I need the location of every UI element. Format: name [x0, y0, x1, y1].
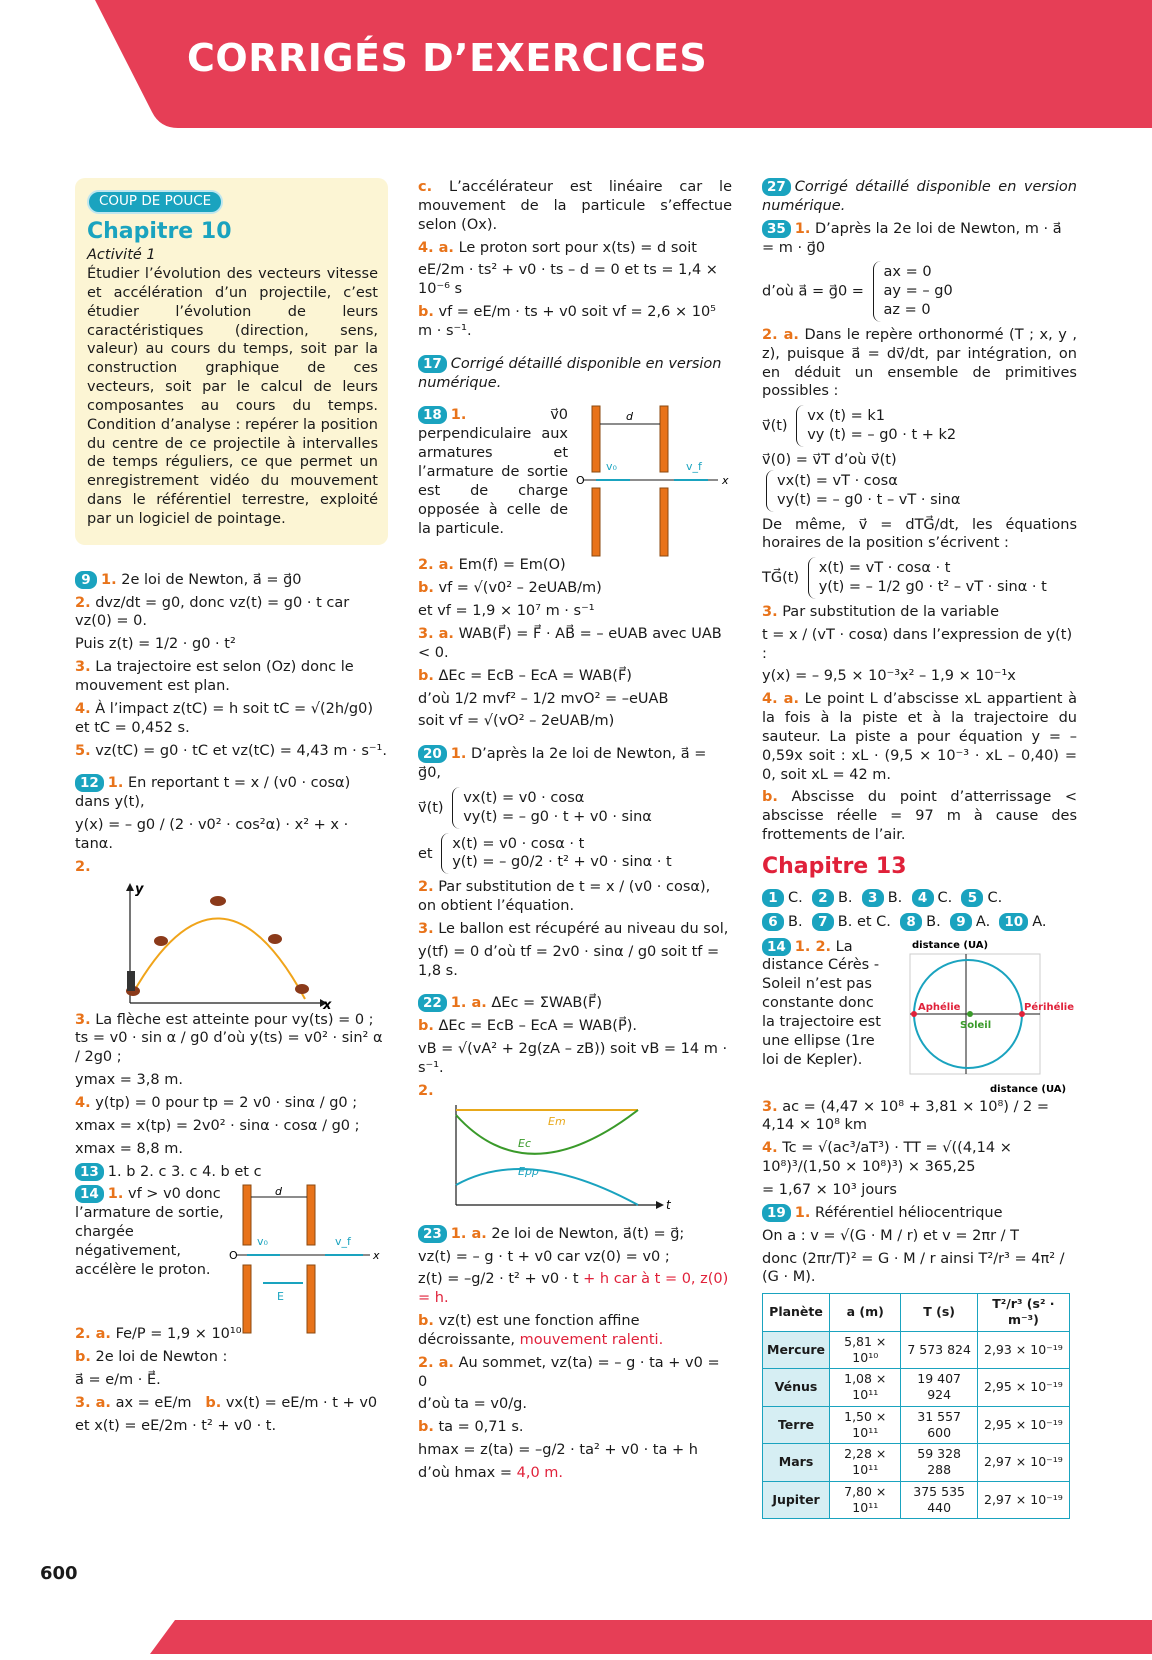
- ex14-line4: a⃗ = e/m · E⃗.: [75, 1372, 161, 1389]
- table-cell: 2,95 × 10⁻¹⁹: [977, 1369, 1069, 1407]
- ex35-x: x(t) = vT · cosα · t: [818, 560, 951, 577]
- ex14-ch13-block: [762, 938, 1077, 1098]
- qcm-8-badge: 8: [900, 913, 922, 931]
- table-cell: 2,95 × 10⁻¹⁹: [977, 1406, 1069, 1444]
- ex20-vx: vx(t) = v0 · cosα: [463, 789, 585, 806]
- graph-x-label: x: [323, 997, 332, 1013]
- ball-5: [295, 984, 309, 994]
- ex22-line1c: vB = √(vA² + 2g(zA – zB)) soit vB = 14 m · s⁻¹.: [418, 1041, 728, 1076]
- table-row: [763, 1406, 1070, 1444]
- ex18-l2a: Em(f) = Em(O): [458, 557, 566, 574]
- ex18-line3c: d’où 1/2 mvf² – 1/2 mvO² = –eUAB: [418, 690, 669, 707]
- ex18-line3d: soit vf = √(vO² – 2eUAB/m): [418, 713, 615, 730]
- ex13-line: [75, 1163, 388, 1182]
- table-row: [763, 1444, 1070, 1482]
- ex12-line1: 12 1. En reportant t = x / (v0 · cosα) dans y(t),: [75, 775, 351, 811]
- qcm-4-answer: C.: [937, 889, 953, 906]
- qcm-7: [812, 914, 891, 930]
- ex35-vx2: vx(t) = vT · cosα: [777, 472, 898, 489]
- table-cell: Vénus: [763, 1369, 830, 1407]
- c2-c-text: L’accélérateur est linéaire car le mouvement de la particule s’effectue selon (Ox).: [418, 179, 733, 233]
- ex20-line3: 3. Le ballon est récupéré au niveau du sol,: [418, 920, 729, 937]
- ex18-line1: 18 1. v⃗0 perpendiculaire aux armatures et l’armature de sortie est de charge opposée à celle de la particule.: [418, 407, 568, 537]
- table-cell: 31 557 600: [901, 1406, 977, 1444]
- table-cell: 19 407 924: [901, 1369, 977, 1407]
- ex35-pos-system: TG⃗(t) x(t) = vT · cosα · t y(t) = – 1/2 g0 · t² – vT · sinα · t: [762, 557, 1077, 599]
- ex18-line2c: et vf = 1,9 × 10⁷ m · s⁻¹: [418, 603, 595, 620]
- ex12-line2: y(x) = – g0 / (2 · v0² · cos²α) · x² + x · tanα.: [75, 817, 349, 852]
- ex35-y: y(t) = – 1/2 g0 · t² – vT · sinα · t: [818, 579, 1047, 596]
- ex12-line3: 3. La flèche est atteinte pour vy(ts) = 0 ; ts = v0 · sin α / g0 d’où y(ts) = v0² · sin² α / 2g0 ;: [75, 1011, 383, 1066]
- chapter-10-title: Chapitre 10: [87, 218, 232, 244]
- table-cell: 2,93 × 10⁻¹⁹: [977, 1331, 1069, 1369]
- ex9-line1: 9 1. 2e loi de Newton, a⃗ = g⃗0: [75, 571, 388, 590]
- qcm-1: [762, 890, 803, 906]
- table-cell: 2,97 × 10⁻¹⁹: [977, 1481, 1069, 1519]
- ex18-l2b: vf = √(v0² – 2eUAB/m): [438, 580, 602, 597]
- c2-a4: 4. a. Le proton sort pour x(ts) = d soit: [418, 239, 697, 256]
- ex14-l5: ax = eE/m: [115, 1394, 192, 1411]
- qcm-4: [912, 890, 953, 906]
- ex14-l6: vx(t) = eE/m · t + v0: [225, 1394, 378, 1411]
- ex35-v0: v⃗(0) = v⃗T d’où v⃗(t): [762, 451, 897, 468]
- qcm-3-answer: B.: [887, 889, 903, 906]
- ex20-badge: 20: [418, 745, 447, 763]
- svg-text:Ec: Ec: [518, 1136, 531, 1150]
- qcm-9-answer: A.: [975, 913, 991, 930]
- ex23-l1a: 2e loi de Newton, a⃗(t) = g⃗;: [491, 1225, 685, 1242]
- epp-curve: [456, 1169, 638, 1205]
- table-header: Planète: [763, 1294, 830, 1332]
- ex23-l2e: d’où hmax =: [418, 1464, 513, 1481]
- aphelie-label: Aphélie: [918, 1001, 961, 1013]
- table-cell: 2,97 × 10⁻¹⁹: [977, 1444, 1069, 1482]
- qcm-5-answer: C.: [987, 889, 1003, 906]
- ex35-l4b: Abscisse du point d’atterrissage < abscisse réelle = 97 m à cause des frottements de l’air.: [762, 789, 1078, 844]
- aphelie-point: [911, 1011, 917, 1017]
- qcm-10: [999, 914, 1046, 930]
- orbit-graph: [890, 938, 1076, 1098]
- qcm-4-badge: 4: [912, 889, 934, 907]
- ex19-line2: On a : v = √(G · M / r) et v = 2πr / T: [762, 1227, 1019, 1244]
- ex35-line3c: y(x) = – 9,5 × 10⁻³x² – 1,9 × 10⁻¹x: [762, 668, 1016, 685]
- graph-y-label: y: [135, 881, 144, 897]
- column-1: [75, 178, 388, 1440]
- svg-text:x: x: [373, 1249, 380, 1263]
- ex14-ch13-badge: 14: [762, 938, 791, 956]
- footer-bar: [0, 1620, 1152, 1654]
- table-row: [763, 1331, 1070, 1369]
- svg-text:v₀: v₀: [606, 460, 617, 474]
- ex17-badge: 17: [418, 355, 447, 373]
- ex20-y: y(t) = – g0/2 · t² + v0 · sinα · t: [452, 854, 672, 871]
- trajectory-graph: [75, 881, 388, 1011]
- ex14-line2: 2. a. Fe/P = 1,9 × 10¹⁰: [75, 1326, 242, 1343]
- ex20-l1: D’après la 2e loi de Newton, a⃗ = g⃗0,: [418, 746, 707, 782]
- ex35-line1: 35 1. D’après la 2e loi de Newton, m · a⃗ = m · g⃗0: [762, 220, 1062, 256]
- ex23-l2e-red: 4,0 m.: [516, 1464, 564, 1481]
- ex14-line7: et x(t) = eE/2m · t² + v0 · t.: [75, 1417, 277, 1434]
- ex9-badge: 9: [75, 571, 97, 589]
- ex9-line5: 4. À l’impact z(tC) = h soit tC = √(2h/g0) et tC = 0,452 s.: [75, 700, 374, 736]
- ex22-l1a: ΔEc = ΣWAB(F⃗): [491, 995, 603, 1012]
- ex12-l5: y(tp) = 0 pour tp = 2 v0 · sinα / g0 ;: [95, 1094, 358, 1111]
- qcm-5-badge: 5: [961, 889, 983, 907]
- ex35-l4a: Le point L d’abscisse xL appartient à la fois à la piste et à la trajectoire du sauteur. La piste a pour équation y = – 0,59x soit : xL · (9,5 × 10⁻³ · xL – 0,40) = 0, soit xL = 42 m.: [762, 691, 1078, 783]
- qcm-answers: [762, 886, 1077, 934]
- ex23-l1c-red: + h car à t = 0, z(0) = h.: [418, 1271, 729, 1307]
- table-cell: Mars: [763, 1444, 830, 1482]
- planet-table: [762, 1293, 1070, 1519]
- ex23-line2d: hmax = z(ta) = –g/2 · ta² + v0 · ta + h: [418, 1442, 698, 1459]
- qcm-7-badge: 7: [812, 913, 834, 931]
- ex23-line2b: d’où ta = v0/g.: [418, 1396, 527, 1413]
- soleil-label: Soleil: [960, 1019, 992, 1031]
- table-cell: 7,80 × 10¹¹: [830, 1481, 901, 1519]
- table-cell: Mercure: [763, 1331, 830, 1369]
- ex23-line2c: b. ta = 0,71 s.: [418, 1419, 524, 1436]
- ex20-pos-system: et x(t) = v0 · cosα · t y(t) = – g0/2 · t² + v0 · sinα · t: [418, 833, 732, 875]
- svg-text:v_f: v_f: [335, 1235, 351, 1249]
- table-cell: Terre: [763, 1406, 830, 1444]
- ex9-l5: À l’impact z(tC) = h soit tC = √(2h/g0) et tC = 0,452 s.: [75, 700, 374, 736]
- ex17-line: [418, 355, 732, 393]
- ex19-line1: 19 1. Référentiel héliocentrique: [762, 1204, 1077, 1223]
- sun-point: [967, 1011, 973, 1017]
- svg-text:Em: Em: [548, 1114, 566, 1128]
- ball-3: [210, 896, 226, 906]
- ex19-l1: Référentiel héliocentrique: [815, 1204, 1003, 1221]
- ex20-line3b: y(tf) = 0 d’où tf = 2v0 · sinα / g0 soit tf = 1,8 s.: [418, 943, 720, 979]
- orbit-ylabel: distance (UA): [912, 939, 989, 951]
- ex20-x: x(t) = v0 · cosα · t: [452, 835, 585, 852]
- ex18-badge: 18: [418, 406, 447, 424]
- qcm-5: [961, 890, 1002, 906]
- ex12-q2: 2.: [75, 858, 91, 875]
- orbit-xlabel: distance (UA): [990, 1083, 1067, 1095]
- ex35-line4b: b. Abscisse du point d’atterrissage < abscisse réelle = 97 m à cause des frottements de l’air.: [762, 789, 1078, 844]
- ex20-line2: 2. Par substitution de t = x / (v0 · cosα), on obtient l’équation.: [418, 879, 711, 915]
- player-icon: [127, 971, 135, 991]
- ex35-same: De même, v⃗ = dTG⃗/dt, les équations horaires de la position s’écrivent :: [762, 516, 1077, 552]
- ex35-az: az = 0: [883, 302, 931, 319]
- svg-text:d: d: [275, 1185, 282, 1199]
- ex14-ch13-4: 4. Tc = √(ac³/aT³) · TT = √((4,14 × 10⁸)³/(1,50 × 10⁸)³) × 365,25: [762, 1140, 1012, 1176]
- ex23-line2a: 2. a. Au sommet, vz(ta) = – g · ta + v0 = 0: [418, 1354, 720, 1390]
- ex35-line3: 3. Par substitution de la variable: [762, 603, 999, 620]
- ex27-text: Corrigé détaillé disponible en version numérique.: [762, 179, 1077, 214]
- ex13-badge: 13: [75, 1163, 104, 1181]
- ex14-badge: 14: [75, 1185, 104, 1203]
- qcm-8-answer: B.: [926, 913, 941, 930]
- ex20-vy: vy(t) = – g0 · t + v0 · sinα: [463, 808, 652, 825]
- ex23-l1d: vz(t) est une fonction affine décroissante,: [418, 1313, 640, 1348]
- ex23-line1b: vz(t) = – g · t + v0 car vz(0) = v0 ;: [418, 1248, 670, 1265]
- column-3: [762, 178, 1077, 1519]
- coup-de-pouce-tag: COUP DE POUCE: [87, 190, 223, 214]
- ex23-l2a: Au sommet, vz(ta) = – g · ta + v0 = 0: [418, 1354, 720, 1390]
- ex22-line1a: 22 1. a. ΔEc = ΣWAB(F⃗): [418, 994, 732, 1013]
- table-row: [763, 1481, 1070, 1519]
- header-banner: [0, 0, 1152, 128]
- ball-2: [154, 936, 168, 946]
- coup-de-pouce-box: [75, 178, 388, 545]
- ex19-line3: donc (2πr/T)² = G · M / r ainsi T²/r³ = 4π² / (G · M).: [762, 1250, 1065, 1286]
- table-cell: 2,28 × 10¹¹: [830, 1444, 901, 1482]
- ex18-line3a: 3. a. WAB(F⃗) = F⃗ · AB⃗ = – eUAB avec UAB < 0.: [418, 625, 722, 661]
- ex14-ch13-3-text: ac = (4,47 × 10⁸ + 3,81 × 10⁸) / 2 = 4,14 × 10⁸ km: [762, 1098, 1050, 1134]
- ex18-block: [418, 406, 732, 556]
- ex35-l1: D’après la 2e loi de Newton, m · a⃗ = m · g⃗0: [762, 220, 1062, 256]
- ex18-line3b: b. ΔEc = EcB – EcA = WAB(F⃗): [418, 667, 632, 684]
- ex27-line: [762, 178, 1077, 216]
- ex14-ch13-4-text: Tc = √(ac³/aT³) · TT = √((4,14 × 10⁸)³/(1,50 × 10⁸)³) × 365,25: [762, 1140, 1012, 1176]
- ex12-line6: xmax = x(tp) = 2v0² · sinα · cosα / g0 ;: [75, 1117, 360, 1134]
- qcm-7-answer: B. et C.: [837, 913, 891, 930]
- svg-text:d: d: [626, 410, 633, 424]
- c2-a4b: eE/2m · ts² + v0 · ts – d = 0 et ts = 1,4 × 10⁻⁶ s: [418, 262, 718, 298]
- ex23-line1d: b. vz(t) est une fonction affine décroissante, mouvement ralenti.: [418, 1313, 664, 1348]
- table-cell: 5,81 × 10¹⁰: [830, 1331, 901, 1369]
- ex23-line1a: 23 1. a. 2e loi de Newton, a⃗(t) = g⃗;: [418, 1225, 732, 1244]
- ex23-line2e: [418, 1464, 732, 1483]
- ex14-line1: 14 1. vf > v0 donc l’armature de sortie, chargée négativement, accélère le proton.: [75, 1186, 224, 1278]
- ex23-l1c: z(t) = –g/2 · t² + v0 · t: [418, 1271, 579, 1288]
- table-cell: 59 328 288: [901, 1444, 977, 1482]
- ex27-badge: 27: [762, 178, 791, 196]
- ex35-v0-system: [762, 451, 1077, 512]
- ex20-line1: 20 1. D’après la 2e loi de Newton, a⃗ = g⃗0,: [418, 746, 707, 782]
- ball-4: [268, 934, 282, 944]
- ex14-ch13-line: 14 1. 2. La distance Cérès - Soleil n’est pas constante donc la trajectoire est une ellipse (1re loi de Kepler).: [762, 938, 881, 1068]
- page-title: CORRIGÉS D’EXERCICES: [187, 36, 708, 80]
- footer-shape: [0, 1620, 1152, 1654]
- qcm-10-answer: A.: [1032, 913, 1047, 930]
- qcm-3-badge: 3: [862, 889, 884, 907]
- ex35-l3: Par substitution de la variable: [782, 603, 999, 620]
- qcm-9: [950, 914, 990, 930]
- qcm-6-badge: 6: [762, 913, 784, 931]
- ex23-l1d-red: mouvement ralenti.: [519, 1331, 664, 1348]
- ex22-line1b: b. ΔEc = EcB – EcA = WAB(P⃗).: [418, 1018, 637, 1035]
- qcm-9-badge: 9: [950, 913, 972, 931]
- qcm-10-badge: 10: [999, 913, 1028, 931]
- ex12-badge: 12: [75, 774, 104, 792]
- ex9-l2: dvz/dt = g0, donc vz(t) = g0 · t car vz(0) = 0.: [75, 594, 350, 630]
- ex14-l3: 2e loi de Newton :: [95, 1349, 228, 1366]
- ex12-line5: 4. y(tp) = 0 pour tp = 2 v0 · sinα / g0 ;: [75, 1094, 358, 1111]
- ex35-vy: vy (t) = – g0 · t + k2: [807, 427, 957, 444]
- accelerator-diagram-1: [229, 1185, 385, 1335]
- svg-text:v₀: v₀: [257, 1235, 268, 1249]
- ex35-ay: ay = – g0: [883, 283, 953, 300]
- qcm-1-badge: 1: [762, 889, 784, 907]
- perihelie-label: Périhélie: [1024, 1001, 1075, 1013]
- ex35-vx: vx (t) = k1: [807, 408, 885, 425]
- ex35-line3b: t = x / (vT · cosα) dans l’expression de y(t) :: [762, 626, 1073, 662]
- ex35-v-system: v⃗(t) vx (t) = k1 vy (t) = – g0 · t + k2: [762, 405, 1077, 447]
- table-row: [763, 1369, 1070, 1407]
- c2-c: c. L’accélérateur est linéaire car le mouvement de la particule s’effectue selon (Ox).: [418, 179, 733, 233]
- table-cell: 375 535 440: [901, 1481, 977, 1519]
- ex35-line4a: 4. a. Le point L d’abscisse xL appartient à la fois à la piste et à la trajectoire du sauteur. La piste a pour équation y = – 0,59x soit : xL · (9,5 × 10⁻³ · xL – 0,40) = 0, soit xL = 42 m.: [762, 691, 1078, 783]
- ex20-l2: Par substitution de t = x / (v0 · cosα), on obtient l’équation.: [418, 879, 711, 915]
- svg-text:O: O: [576, 474, 585, 488]
- coup-de-pouce-text: Étudier l’évolution des vecteurs vitesse et accélération d’un projectile, c’est étudier l’évolution de leurs caractéristiques (direction, sens, valeur) au cours du temps, soit par la construction graphique de ces vecteurs, soit par le calcul de leurs composantes au cours du temps. Condition d’analyse : repérer la position du centre de ce projectile à intervalles de temps réguliers, ce que permet un enregistrement vidéo du mouvement dans le référentiel terrestre, exploité par un logiciel de pointage.: [87, 265, 378, 527]
- ex14-l1: vf > v0 donc l’armature de sortie, chargée négativement, accélère le proton.: [75, 1186, 224, 1278]
- page-number: 600: [40, 1563, 78, 1584]
- column-2: [418, 178, 732, 1487]
- ex35-vy2: vy(t) = – g0 · t – vT · sinα: [777, 491, 961, 508]
- ex35-line2a: 2. a. Dans le repère orthonormé (T ; x, y , z), puisque a⃗ = dv⃗/dt, par intégration, on en déduit un ensemble de primitives possibles :: [762, 326, 1078, 400]
- ex22-l1b: ΔEc = EcB – EcA = WAB(P⃗).: [438, 1018, 637, 1035]
- table-header: T (s): [901, 1294, 977, 1332]
- ex18-l3b: ΔEc = EcB – EcA = WAB(F⃗): [438, 667, 632, 684]
- accelerator-diagram-2: [578, 406, 732, 556]
- ex14-line5: 3. a. ax = eE/m b. vx(t) = eE/m · t + v0: [75, 1394, 378, 1411]
- ex35-l2a: Dans le repère orthonormé (T ; x, y , z), puisque a⃗ = dv⃗/dt, par intégration, on en déduit un ensemble de primitives possibles :: [762, 326, 1078, 400]
- activity-label: Activité 1: [87, 247, 156, 264]
- ex14-ch13-text: La distance Cérès - Soleil n’est pas constante donc la trajectoire est une ellipse (1re loi de Kepler).: [762, 938, 881, 1068]
- ex14-ch13-4b: = 1,67 × 10³ jours: [762, 1181, 897, 1198]
- ex20-l3: Le ballon est récupéré au niveau du sol,: [438, 920, 729, 937]
- svg-text:O: O: [229, 1249, 238, 1263]
- qcm-2-badge: 2: [812, 889, 834, 907]
- ex9-line4: 3. La trajectoire est selon (Oz) donc le mouvement est plan.: [75, 659, 354, 695]
- c2-a4-text: Le proton sort pour x(ts) = d soit: [458, 239, 697, 256]
- ex35-a-system: d’où a⃗ = g⃗0 = ax = 0 ay = – g0 az = 0: [762, 261, 1077, 322]
- qcm-8: [900, 914, 941, 930]
- svg-text:Epp: Epp: [518, 1164, 539, 1178]
- table-header-row: [763, 1294, 1070, 1332]
- ex19-badge: 19: [762, 1204, 791, 1222]
- energy-graph: [418, 1105, 718, 1215]
- ex35-badge: 35: [762, 220, 791, 238]
- ex12-l1: En reportant t = x / (v0 · cosα) dans y(t),: [75, 775, 351, 811]
- table-cell: 7 573 824: [901, 1331, 977, 1369]
- ex22-badge: 22: [418, 994, 447, 1012]
- ex23-line1c: [418, 1270, 732, 1308]
- ex14-block: [75, 1185, 388, 1325]
- ex18-l3a: WAB(F⃗) = F⃗ · AB⃗ = – eUAB avec UAB < 0.: [418, 625, 722, 661]
- qcm-3: [862, 890, 903, 906]
- ex13-text: 1. b 2. c 3. c 4. b et c: [107, 1163, 262, 1180]
- ex17-text: Corrigé détaillé disponible en version numérique.: [418, 355, 722, 391]
- ex14-line3: b. 2e loi de Newton :: [75, 1349, 228, 1366]
- ex12-line4: ymax = 3,8 m.: [75, 1072, 183, 1089]
- qcm-1-answer: C.: [788, 889, 803, 906]
- ex35-ax: ax = 0: [883, 264, 932, 281]
- c2-b4-text: vf = eE/m · ts + v0 soit vf = 2,6 × 10⁵ m · s⁻¹.: [418, 304, 716, 339]
- ex14-ch13-3: 3. ac = (4,47 × 10⁸ + 3,81 × 10⁸) / 2 = 4,14 × 10⁸ km: [762, 1098, 1050, 1134]
- ex18-l1: v⃗0 perpendiculaire aux armatures et l’armature de sortie est de charge opposée à celle de la particule.: [418, 407, 568, 537]
- ex9-line6: 5. vz(tC) = g0 · tC et vz(tC) = 4,43 m · s⁻¹.: [75, 742, 387, 759]
- ex23-badge: 23: [418, 1225, 447, 1243]
- table-cell: Jupiter: [763, 1481, 830, 1519]
- chapter-13-title: Chapitre 13: [762, 854, 907, 879]
- ex14-l2: Fe/P = 1,9 × 10¹⁰: [115, 1326, 242, 1343]
- ex9-line3: Puis z(t) = 1/2 · g0 · t²: [75, 636, 236, 653]
- ex22-q2: 2.: [418, 1082, 434, 1099]
- ex9-line2: 2. dvz/dt = g0, donc vz(t) = g0 · t car vz(0) = 0.: [75, 594, 350, 630]
- ex12-line7: xmax = 8,8 m.: [75, 1140, 183, 1157]
- table-header: a (m): [830, 1294, 901, 1332]
- ex23-l2c: ta = 0,71 s.: [438, 1419, 524, 1436]
- ex18-line2b: b. vf = √(v0² – 2eUAB/m): [418, 580, 602, 597]
- table-cell: 1,08 × 10¹¹: [830, 1369, 901, 1407]
- ex9-l4: La trajectoire est selon (Oz) donc le mouvement est plan.: [75, 659, 354, 695]
- qcm-6: [762, 914, 803, 930]
- c2-b4: b. vf = eE/m · ts + v0 soit vf = 2,6 × 10⁵ m · s⁻¹.: [418, 304, 716, 339]
- qcm-6-answer: B.: [788, 913, 803, 930]
- ex20-v-system: v⃗(t) vx(t) = v0 · cosα vy(t) = – g0 · t + v0 · sinα: [418, 787, 732, 829]
- table-cell: 1,50 × 10¹¹: [830, 1406, 901, 1444]
- svg-text:v_f: v_f: [686, 460, 702, 474]
- ec-curve: [456, 1110, 638, 1154]
- ex18-line2a: 2. a. Em(f) = Em(O): [418, 557, 566, 574]
- qcm-2-answer: B.: [837, 889, 853, 906]
- ex9-l6: vz(tC) = g0 · tC et vz(tC) = 4,43 m · s⁻¹.: [95, 742, 387, 759]
- svg-text:x: x: [722, 474, 729, 488]
- ex9-l1: 2e loi de Newton, a⃗ = g⃗0: [121, 571, 302, 588]
- qcm-2: [812, 890, 853, 906]
- svg-text:t: t: [666, 1197, 671, 1212]
- ex12-l3: La flèche est atteinte pour vy(ts) = 0 ; ts = v0 · sin α / g0 d’où y(ts) = v0² · sin² α / 2g0 ;: [75, 1011, 383, 1066]
- table-header: T²/r³ (s² · m⁻³): [977, 1294, 1069, 1332]
- svg-text:E: E: [277, 1290, 284, 1304]
